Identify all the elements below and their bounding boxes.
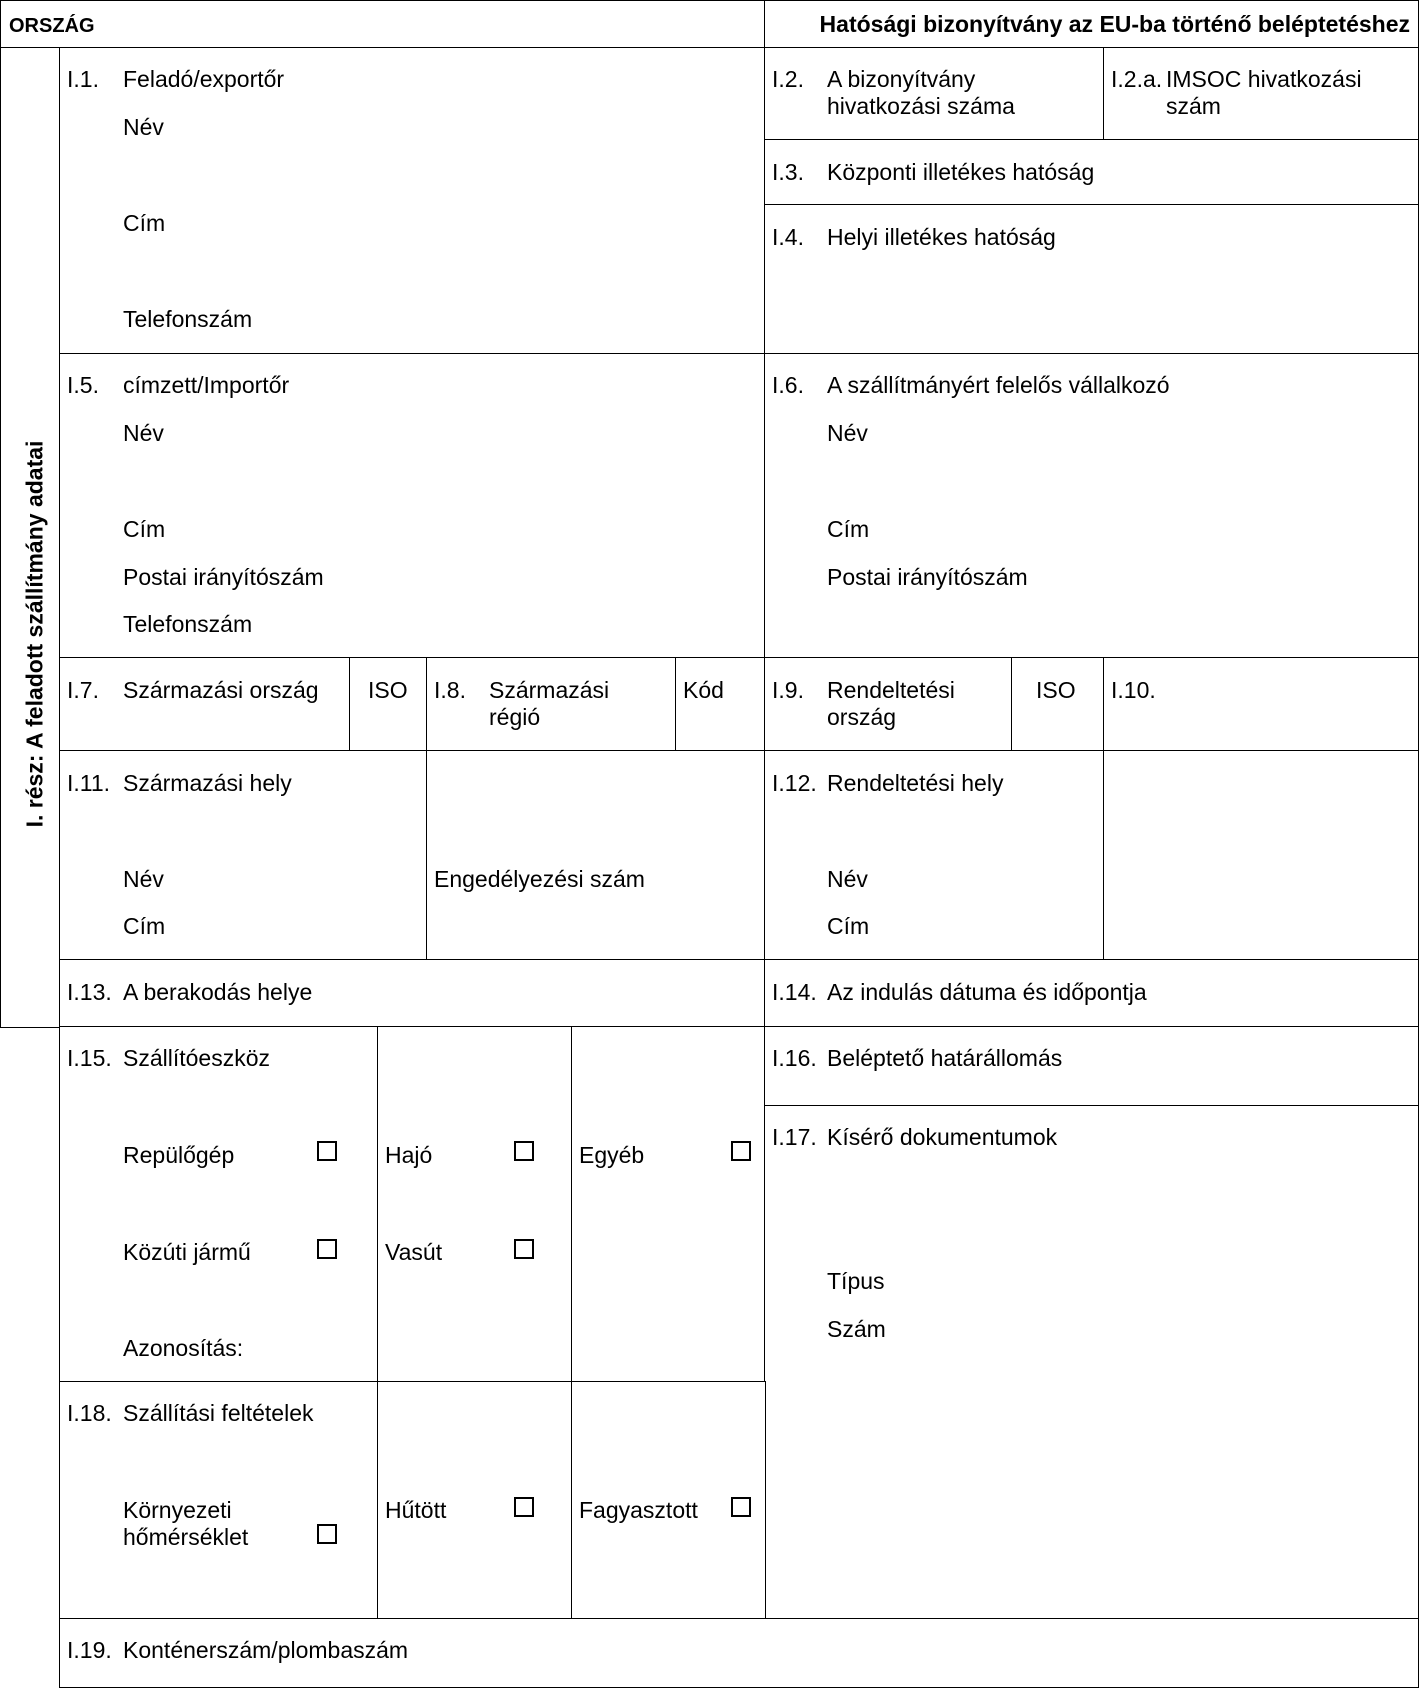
i18-chilled-checkbox[interactable] <box>514 1497 534 1517</box>
i7-num: I.7. <box>67 677 99 703</box>
i8-num: I.8. <box>434 677 466 703</box>
i16-num: I.16. <box>772 1045 817 1071</box>
i7-iso-label: ISO <box>368 677 408 703</box>
i15-num: I.15. <box>67 1045 112 1071</box>
i9-num: I.9. <box>772 677 804 703</box>
i8-title-1: Származási <box>489 677 610 703</box>
i5-name-label: Név <box>123 420 164 446</box>
i12-title: Rendeltetési hely <box>827 770 1004 796</box>
i15-other-checkbox[interactable] <box>731 1141 751 1161</box>
i16-title: Beléptető határállomás <box>827 1045 1063 1071</box>
i18-ambient-checkbox[interactable] <box>317 1524 337 1544</box>
box-i17[interactable] <box>764 1105 1419 1620</box>
i4-num: I.4. <box>772 224 804 250</box>
box-i2a[interactable] <box>1103 47 1419 141</box>
side-label: I. rész: A feladott szállítmány adatai <box>21 440 48 828</box>
i18-num: I.18. <box>67 1400 112 1426</box>
box-i7-iso[interactable] <box>349 657 428 752</box>
i4-title: Helyi illetékes hatóság <box>827 224 1056 250</box>
i19-title: Konténerszám/plombaszám <box>123 1637 409 1663</box>
i11-address-label: Cím <box>123 913 166 939</box>
i17-type-label: Típus <box>827 1268 885 1294</box>
i1-name-label: Név <box>123 114 164 140</box>
i1-phone-label: Telefonszám <box>123 306 253 332</box>
i7-title: Származási ország <box>123 677 319 703</box>
box-i15-c[interactable] <box>571 1026 766 1383</box>
i13-num: I.13. <box>67 979 112 1005</box>
box-i8[interactable] <box>426 657 677 752</box>
box-i11-approval[interactable] <box>426 750 766 961</box>
i5-postcode-label: Postai irányítószám <box>123 564 324 590</box>
i18-chilled-label: Hűtött <box>385 1497 447 1523</box>
i9-title-1: Rendeltetési <box>827 677 955 703</box>
box-i7[interactable] <box>59 657 351 752</box>
i15-road-checkbox[interactable] <box>317 1239 337 1259</box>
i18-frozen-checkbox[interactable] <box>731 1497 751 1517</box>
i14-num: I.14. <box>772 979 817 1005</box>
i15-road-label: Közúti jármű <box>123 1239 251 1265</box>
i3-num: I.3. <box>772 159 804 185</box>
box-i12-extra[interactable] <box>1103 750 1419 961</box>
i15-identification-label: Azonosítás: <box>123 1335 244 1361</box>
i1-title: Feladó/exportőr <box>123 66 285 92</box>
i1-num: I.1. <box>67 66 99 92</box>
i5-phone-label: Telefonszám <box>123 611 253 637</box>
certificate-title: Hatósági bizonyítvány az EU-ba történő beléptetéshez <box>819 11 1410 37</box>
i2-title-2: hivatkozási száma <box>827 93 1015 119</box>
i17-num: I.17. <box>772 1124 817 1150</box>
i12-num: I.12. <box>772 770 817 796</box>
i15-rail-label: Vasút <box>385 1239 443 1265</box>
i17-title: Kísérő dokumentumok <box>827 1124 1058 1150</box>
header-country-cell <box>0 0 766 49</box>
i6-postcode-label: Postai irányítószám <box>827 564 1028 590</box>
i2a-title-1: IMSOC hivatkozási <box>1166 66 1362 92</box>
box-i10[interactable] <box>1103 657 1419 752</box>
i11-name-label: Név <box>123 866 164 892</box>
i2a-title-2: szám <box>1166 93 1221 119</box>
box-i9-iso[interactable] <box>1011 657 1105 752</box>
i6-name-label: Név <box>827 420 868 446</box>
i15-airplane-checkbox[interactable] <box>317 1141 337 1161</box>
i10-num: I.10. <box>1111 677 1156 703</box>
i15-ship-checkbox[interactable] <box>514 1141 534 1161</box>
i15-airplane-label: Repülőgép <box>123 1142 235 1168</box>
i9-title-2: ország <box>827 704 897 730</box>
i2-num: I.2. <box>772 66 804 92</box>
i15-other-label: Egyéb <box>579 1142 645 1168</box>
i8-code-label: Kód <box>683 677 724 703</box>
i5-address-label: Cím <box>123 516 166 542</box>
i11-approval-label: Engedélyezési szám <box>434 866 645 892</box>
i18-frozen-label: Fagyasztott <box>579 1497 698 1523</box>
i15-rail-checkbox[interactable] <box>514 1239 534 1259</box>
i6-address-label: Cím <box>827 516 870 542</box>
i11-title: Származási hely <box>123 770 292 796</box>
i9-iso-label: ISO <box>1036 677 1076 703</box>
i11-num: I.11. <box>67 770 111 796</box>
box-i8-code[interactable] <box>675 657 766 752</box>
i19-num: I.19. <box>67 1637 112 1663</box>
i6-title: A szállítmányért felelős vállalkozó <box>827 372 1170 398</box>
i6-num: I.6. <box>772 372 804 398</box>
i8-title-2: régió <box>489 704 541 730</box>
i18-ambient-label-2: hőmérséklet <box>123 1524 249 1550</box>
i18-ambient-label-1: Környezeti <box>123 1497 232 1523</box>
i12-address-label: Cím <box>827 913 870 939</box>
box-i15-b[interactable] <box>377 1026 573 1383</box>
i2-title-1: A bizonyítvány <box>827 66 976 92</box>
header-country: ORSZÁG <box>9 15 95 37</box>
i1-address-label: Cím <box>123 210 166 236</box>
i3-title: Központi illetékes hatóság <box>827 159 1095 185</box>
i5-num: I.5. <box>67 372 99 398</box>
i5-title: címzett/Importőr <box>123 372 290 398</box>
i13-title: A berakodás helye <box>123 979 313 1005</box>
i18-title: Szállítási feltételek <box>123 1400 314 1426</box>
i12-name-label: Név <box>827 866 868 892</box>
i15-title: Szállítóeszköz <box>123 1045 271 1071</box>
i2a-num: I.2.a. <box>1111 66 1163 92</box>
box-i15-a[interactable] <box>59 1026 379 1383</box>
i15-ship-label: Hajó <box>385 1142 433 1168</box>
i17-number-label: Szám <box>827 1316 886 1342</box>
i14-title: Az indulás dátuma és időpontja <box>827 979 1147 1005</box>
